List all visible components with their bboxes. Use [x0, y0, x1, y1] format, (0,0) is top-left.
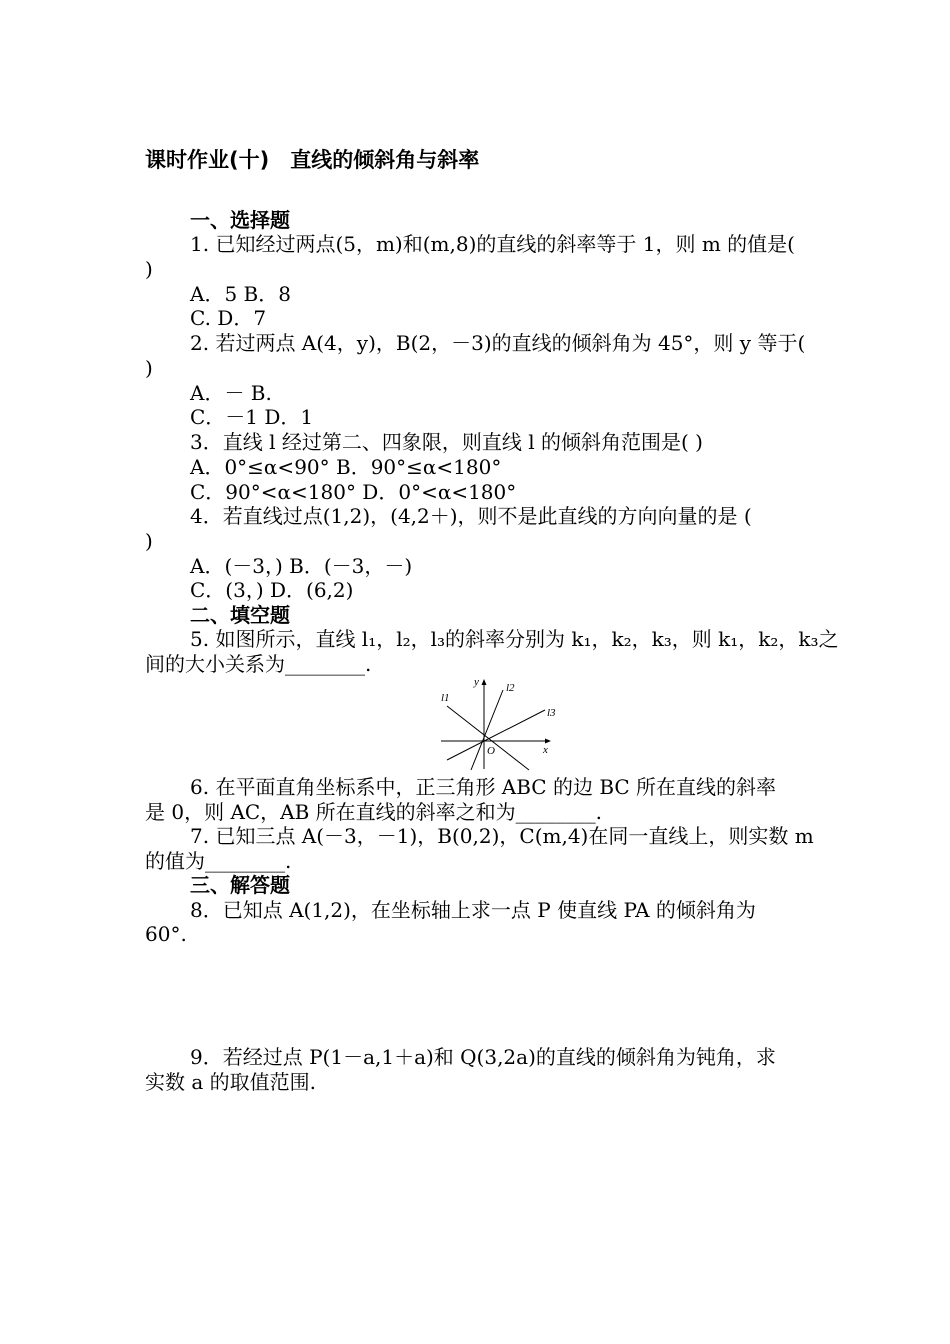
question-1-stem-cont: ) [145, 257, 153, 281]
question-9-stem: 9．若经过点 P(1－a,1＋a)和 Q(3,2a)的直线的倾斜角为钝角，求 [190, 1045, 776, 1069]
question-4-stem: 4．若直线过点(1,2)，(4,2＋)，则不是此直线的方向向量的是 ( [190, 504, 752, 528]
l2-label: l2 [506, 682, 515, 694]
line-l2 [471, 690, 503, 770]
x-axis-arrow [545, 739, 551, 744]
question-5-figure [437, 676, 557, 772]
question-3-options-ab: A．0°≤α<90° B．90°≤α<180° [190, 455, 502, 479]
question-1-options-ab: A．5 B．8 [190, 282, 291, 306]
question-1-options-cd: C. D．7 [190, 306, 267, 330]
l1-label: l1 [441, 692, 450, 704]
line-l1 [447, 706, 529, 770]
question-5-stem: 5. 如图所示，直线 l₁，l₂，l₃的斜率分别为 k₁，k₂，k₃，则 k₁，k₂，k₃之 [190, 627, 839, 651]
section-heading-choice: 一、选择题 [190, 208, 290, 232]
question-9-stem-cont: 实数 a 的取值范围. [145, 1070, 316, 1094]
question-4-options-ab: A．(－3，) B．(－3，－) [190, 554, 413, 578]
question-7-stem: 7. 已知三点 A(－3，－1)，B(0,2)，C(m,4)在同一直线上，则实数 m [190, 824, 814, 848]
l3-label: l3 [547, 707, 556, 719]
question-8-stem-cont: 60°. [145, 922, 187, 946]
question-3-options-cd: C．90°<α<180° D．0°<α<180° [190, 480, 517, 504]
x-axis-label: x [543, 744, 548, 756]
section-heading-answer: 三、解答题 [190, 873, 290, 897]
question-6-stem-cont: 是 0，则 AC，AB 所在直线的斜率之和为________. [145, 800, 603, 824]
question-2-options-ab: A．－ B. [190, 381, 272, 405]
section-heading-fill: 二、填空题 [190, 603, 290, 627]
question-6-stem: 6. 在平面直角坐标系中，正三角形 ABC 的边 BC 所在直线的斜率 [190, 775, 777, 799]
question-2-stem: 2. 若过两点 A(4，y)，B(2，－3)的直线的倾斜角为 45°，则 y 等于( [190, 331, 806, 355]
question-4-options-cd: C．(3，) D．(6,2) [190, 578, 354, 602]
question-1-stem: 1. 已知经过两点(5，m)和(m,8)的直线的斜率等于 1，则 m 的值是( [190, 232, 795, 256]
question-5-stem-cont: 间的大小关系为________. [145, 652, 372, 676]
question-8-stem: 8．已知点 A(1,2)，在坐标轴上求一点 P 使直线 PA 的倾斜角为 [190, 898, 756, 922]
y-axis-arrow [482, 679, 487, 685]
y-axis-label: y [474, 676, 479, 688]
question-4-stem-cont: ) [145, 529, 153, 553]
origin-label: O [487, 745, 495, 757]
question-2-stem-cont: ) [145, 356, 153, 380]
question-7-stem-cont: 的值为________. [145, 849, 292, 873]
question-3-stem: 3．直线 l 经过第二、四象限，则直线 l 的倾斜角范围是( ) [190, 430, 703, 454]
question-2-options-cd: C．－1 D．1 [190, 405, 314, 429]
page-title: 课时作业(十) 直线的倾斜角与斜率 [145, 148, 480, 172]
